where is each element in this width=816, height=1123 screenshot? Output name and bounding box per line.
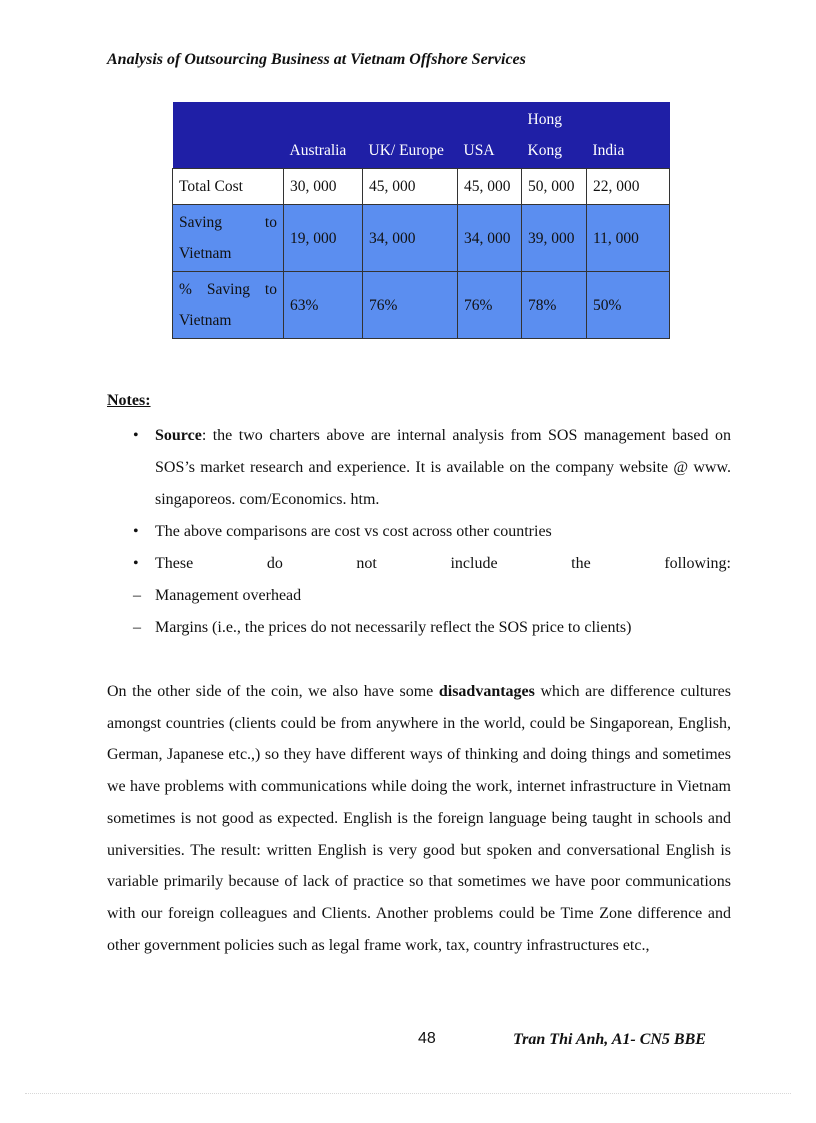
list-item-text: Margins (i.e., the prices do not necessarily reflect the SOS price to clients)	[155, 619, 632, 636]
dash-marker: –	[133, 587, 141, 604]
table-row-percent-saving	[173, 272, 670, 339]
page-bottom-rule	[25, 1093, 791, 1094]
paragraph-bold: disadvantages	[438, 683, 535, 700]
document-header: Analysis of Outsourcing Business at Vietnam Offshore Services	[107, 51, 526, 68]
table-header-row	[173, 102, 670, 169]
bullet-marker: •	[133, 523, 139, 540]
paragraph-text: which are difference cultures amongst countries (clients could be from anywhere in the world, could be Singaporean, English, German, Japanese etc.,) so they have different ways of thinking and doing things and sometimes we have problems with communications while doing the work, internet infrastructure in Vietnam sometimes is not good as expected. English is the foreign language being taught in schools and universities. The result: written English is very good but spoken and conversational English is variable primarily because of lack of practice so that sometimes we have poor communications with our foreign colleagues and Clients. Another problems could be Time Zone difference and other government policies such as legal frame work, tax, country infrastructures etc.,	[107, 683, 732, 954]
table-cell: 76%	[458, 272, 522, 339]
list-item	[107, 580, 731, 612]
table-cell: 34, 000	[363, 205, 458, 272]
table-header-cell: India	[587, 102, 670, 169]
table-row-total-cost	[173, 169, 670, 205]
list-item	[107, 420, 731, 516]
table-header-cell: UK/ Europe	[363, 102, 458, 169]
table-header-cell: USA	[458, 102, 522, 169]
table-header-cell: Australia	[284, 102, 363, 169]
table-cell: 78%	[522, 272, 587, 339]
table-cell: 11, 000	[587, 205, 670, 272]
row-label: Total Cost	[173, 169, 284, 205]
table-header-cell	[173, 102, 284, 169]
source-label: Source	[155, 427, 202, 444]
row-label: % Saving to Vietnam	[173, 272, 284, 339]
table-cell: 63%	[284, 272, 363, 339]
table-cell: 22, 000	[587, 169, 670, 205]
cost-comparison-table	[172, 102, 670, 339]
table-cell: 45, 000	[458, 169, 522, 205]
paragraph-text: On the other side of the coin, we also have some	[107, 683, 439, 700]
list-item-text: Management overhead	[155, 587, 302, 604]
table-header-cell: Hong Kong	[522, 102, 587, 169]
list-item	[107, 516, 731, 548]
list-item	[107, 548, 731, 580]
list-item-text: The above comparisons are cost vs cost across other countries	[155, 523, 552, 540]
table-cell: 30, 000	[284, 169, 363, 205]
table-cell: 39, 000	[522, 205, 587, 272]
table-cell: 76%	[363, 272, 458, 339]
bullet-marker: •	[133, 427, 139, 444]
dash-marker: –	[133, 619, 141, 636]
table-cell: 34, 000	[458, 205, 522, 272]
page-number: 48	[418, 1030, 436, 1047]
list-item-text: These do not include the following:	[155, 555, 731, 572]
table-cell: 45, 000	[363, 169, 458, 205]
footer-author: Tran Thi Anh, A1- CN5 BBE	[513, 1031, 706, 1048]
table-cell: 19, 000	[284, 205, 363, 272]
bullet-marker: •	[133, 555, 139, 572]
notes-title: Notes:	[107, 392, 151, 409]
notes-list	[107, 420, 731, 644]
list-item-text: : the two charters above are internal analysis from SOS management based on SOS’s market research and experience. It is available on the company website @ www. singaporeos. com/Economics. htm.	[155, 427, 731, 508]
row-label: Saving to Vietnam	[173, 205, 284, 272]
table-row-saving	[173, 205, 670, 272]
body-paragraph	[107, 676, 731, 961]
table-cell: 50, 000	[522, 169, 587, 205]
table-cell: 50%	[587, 272, 670, 339]
list-item	[107, 612, 731, 644]
